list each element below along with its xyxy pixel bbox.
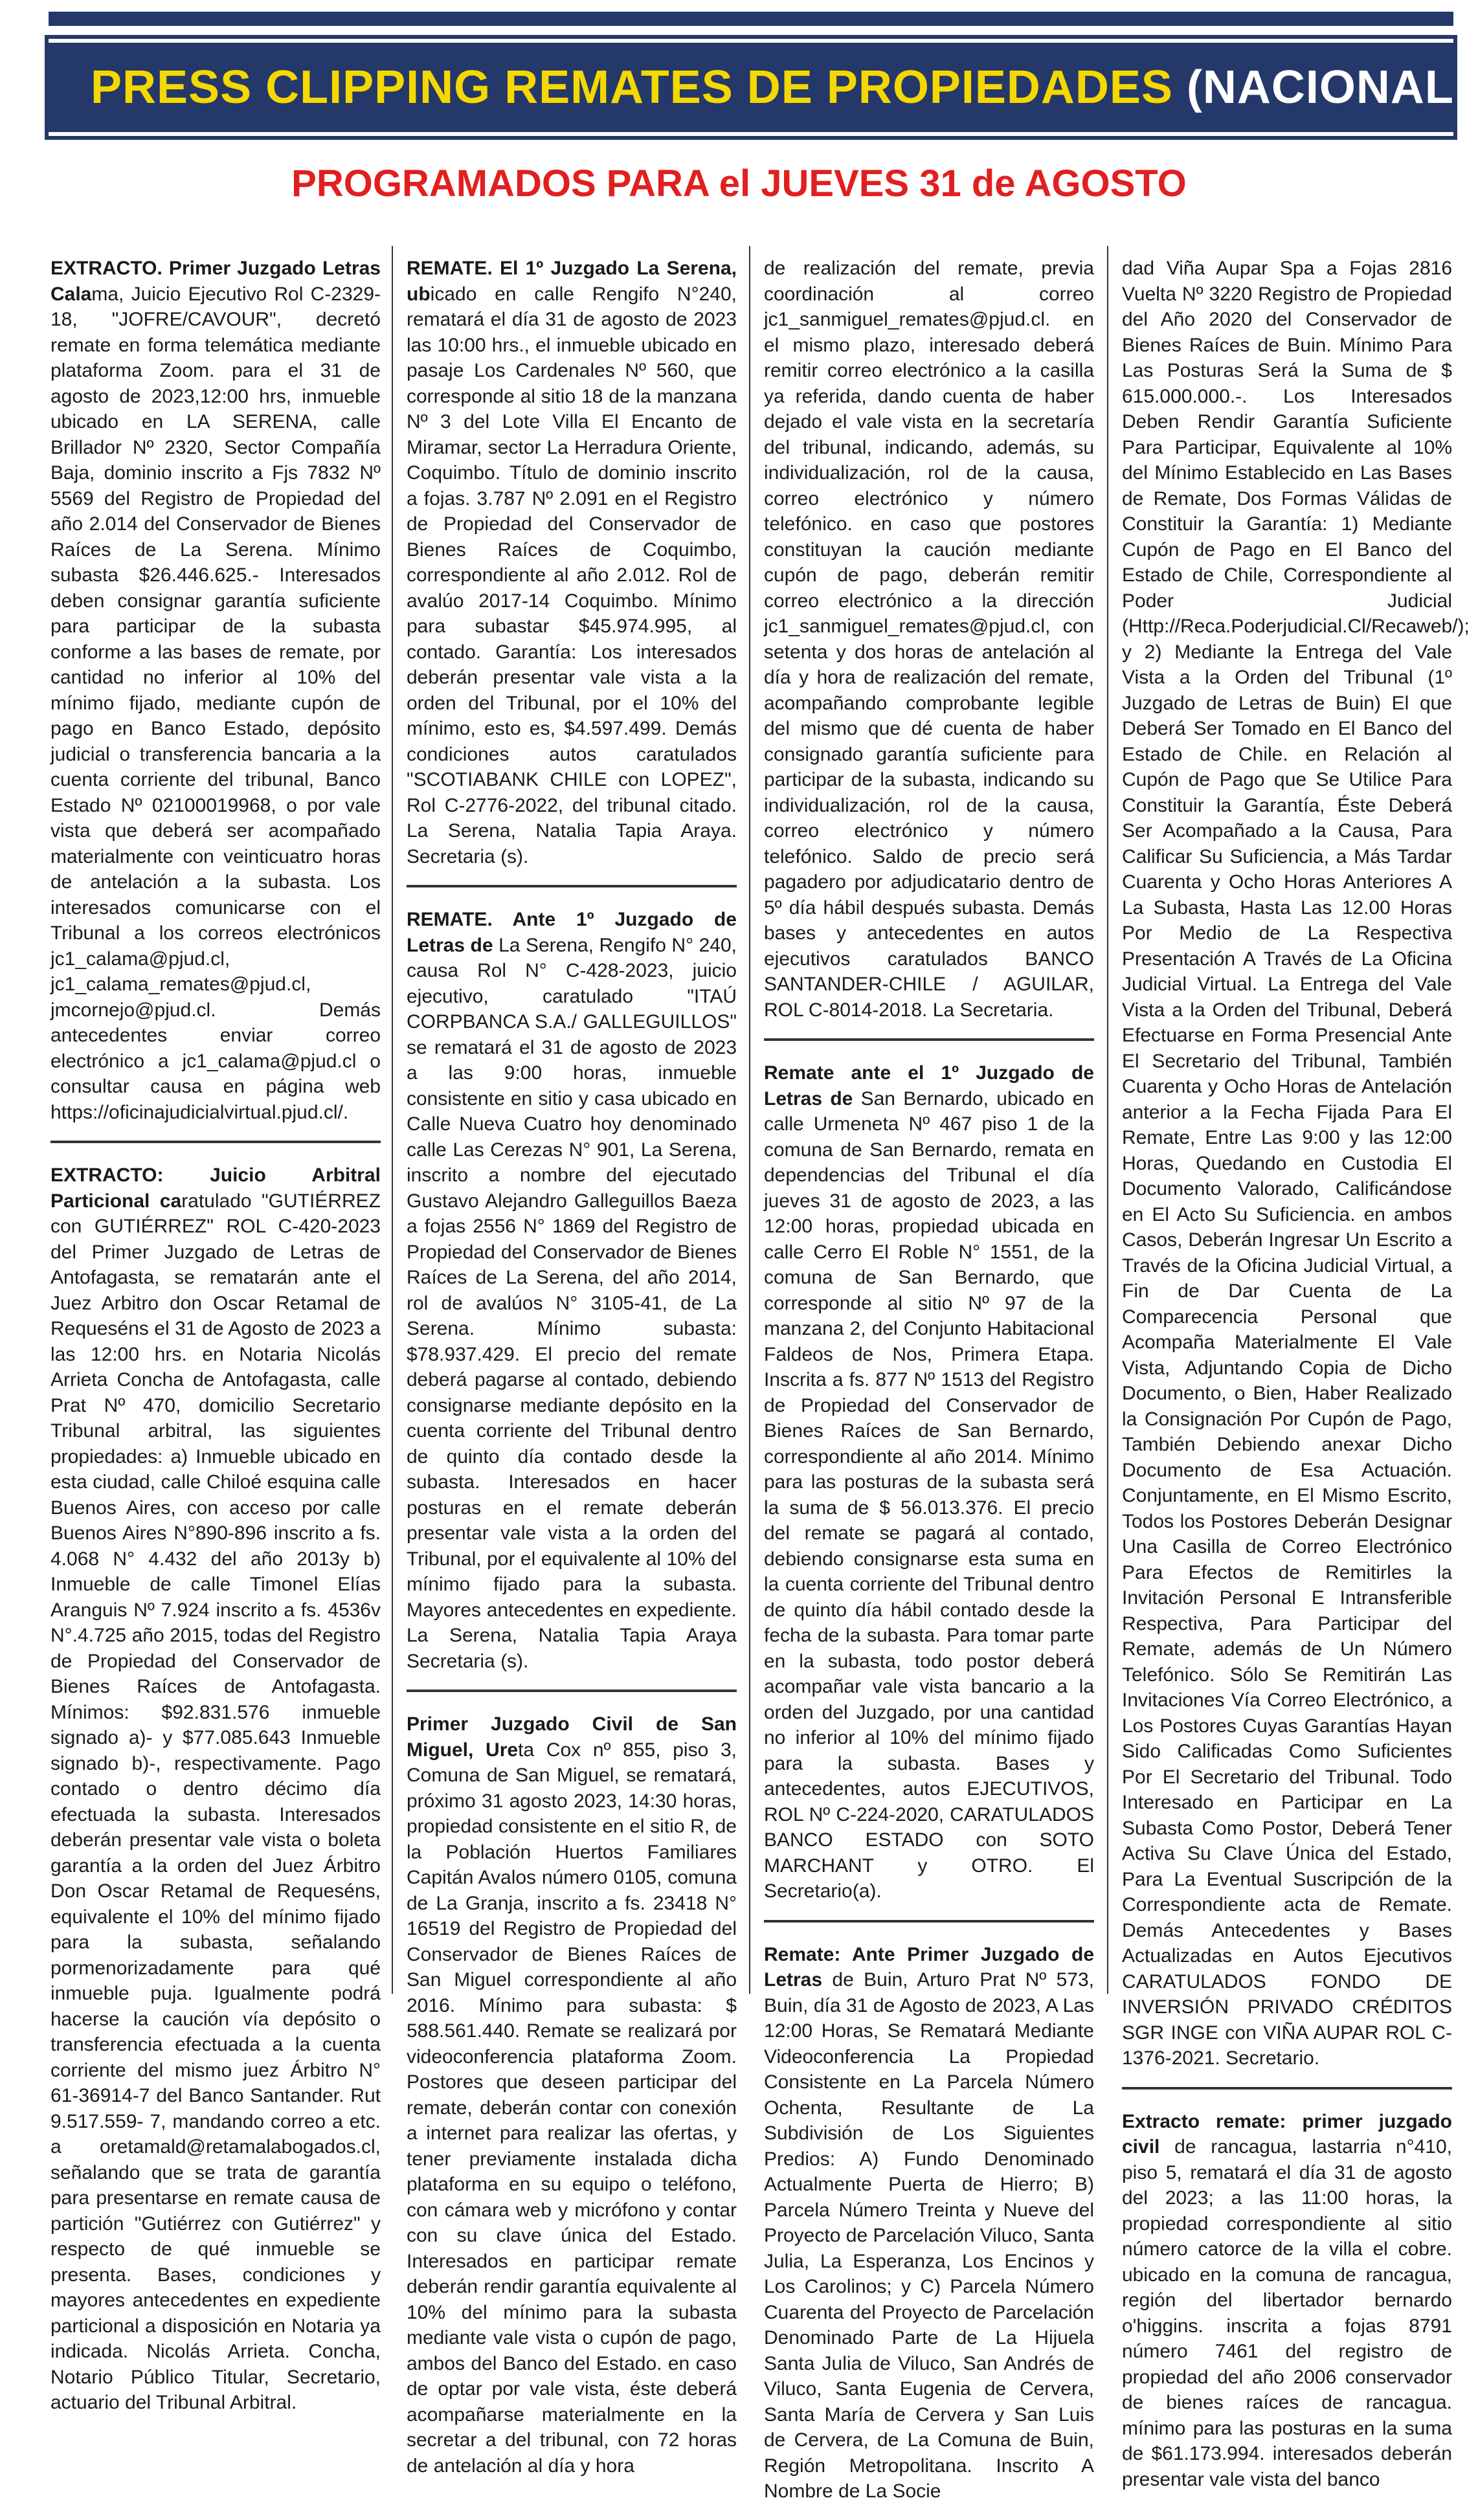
page-title <box>91 61 1454 114</box>
notice-lead: EXTRACTO: Juicio Arbitral Particional ca <box>50 1165 381 1212</box>
column-4 <box>1122 256 1470 2490</box>
notice-lead: Remate ante el 1º Juzgado de Letras de <box>764 1062 1094 1109</box>
notice-text <box>764 1060 1094 1904</box>
column-2 <box>407 256 737 2477</box>
notice <box>1122 256 1470 2090</box>
column-rule <box>392 246 393 1994</box>
notice <box>407 907 737 1692</box>
notice-lead: REMATE. Ante 1º Juzgado de Letras de <box>407 909 737 956</box>
notice <box>407 1712 737 2494</box>
notice-body: San Bernardo, ubicado en calle Urmeneta Nº 467 piso 1 de la comuna de San Bernardo, remata en dependencias del Tribunal el día jueves 31 de agosto de 2023, a las 12:00 horas, propiedad ubicada en calle Cerro El Roble N° 1551, de la comuna de San Bernardo, que corresponde al sitio Nº 97 de la manzana 2, del Conjunto Habitacional Faldeos de Nos, Primera Etapa. Inscrita a fs. 877 Nº 1513 del Registro de Propiedad del Conservador de Bienes Raíces de San Bernardo, correspondiente al año 2014. Mínimo para las posturas de la subasta será la suma de $ 56.013.376. El precio del remate se pagará al contado, debiendo consignarse esta suma en la cuenta corriente del Tribunal dentro de quinto día hábil contado desde la fecha de la subasta. Para tomar parte en la subasta, todo postor deberá acompañar vale vista bancario a la orden del Juzgado, por una cantidad no inferior al 10% del mínimo fijado para la subasta. Bases y antecedentes, autos EJECUTIVOS, ROL Nº C-224-2020, CARATULADOS BANCO ESTADO con SOTO MARCHANT y OTRO. El Secretario(a). <box>764 1087 1094 1902</box>
notice-text <box>764 1942 1094 2504</box>
notice <box>407 256 737 887</box>
notice-body: dad Viña Aupar Spa a Fojas 2816 Vuelta Nº 3220 Registro de Propiedad del Año 2020 del Conservador de Bienes Raíces de Buin. Mínimo Para Las Posturas Será la Suma de $ 615.000.000.-. Los Interesados Deben Rendir Garantía Suficiente Para Participar, Equivalente al 10% del Mínimo Establecido en Las Bases de Remate, Dos Formas Válidas de Constituir la Garantía: 1) Mediante Cupón de Pago en El Banco del Estado de Chile, Correspondiente al Poder Judicial (Http://Reca.Poderjudicial.Cl/Recaweb/); y 2) Mediante la Entrega del Vale Vista a la Orden del Tribunal (1º Juzgado de Letras de Buin) El que Deberá Ser Tomado en El Banco del Estado de Chile. en Relación al Cupón de Pago que Se Utilice Para Constituir la Garantía, Éste Deberá Ser Acompañado a la Causa, Para Calificar Su Suficiencia, a Más Tardar Cuarenta y Ocho Horas Anteriores A La Subasta, Hasta Las 12.00 Horas Por Medio de La Respectiva Presentación A Través de La Oficina Judicial Virtual. La Entrega del Vale Vista a la Orden del Tribunal, Deberá Efectuarse en Forma Presencial Ante El Secretario del Tribunal, También Cuarenta y Ocho Horas de Antelación anterior a la Fecha Fijada Para El Remate, Entre Las 9:00 y las 12:00 Horas, Quedando en Custodia El Documento Valorado, Calificándose en El Acto Su Suficiencia. en ambos Casos, Deberán Ingresar Un Escrito a Través de la Oficina Judicial Virtual, a Fin de Dar Cuenta de La Comparecencia Personal que Acompaña Materialmente El Vale Vista, Adjuntando Copia de Dicho Documento, o Bien, Haber Realizado la Consignación Por Cupón de Pago, También Debiendo anexar Dicho Documento de Esa Actuación. Conjuntamente, en El Mismo Escrito, Todos los Postores Deberán Designar Una Casilla de Correo Electrónico Para Efectos de Remitirles la Invitación Personal E Intransferible Respectiva, Para Participar del Remate, además de Un Número Telefónico. Sólo Se Remitirán Las Invitaciones Vía Correo Electrónico, a Los Postores Cuyas Garantías Hayan Sido Calificadas Como Suficientes Por El Secretario del Tribunal. Todo Interesado en Participar en La Subasta Como Postor, Deberá Tener Activa Su Clave Única del Estado, Para La Eventual Suscripción de la Correspondiente acta de Remate. Demás Antecedentes y Bases Actualizadas en Autos Ejecutivos CARATULADOS FONDO DE INVERSIÓN PRIVADO CRÉDITOS SGR INGE con VIÑA AUPAR ROL C-1376-2021. Secretario. <box>1122 258 1470 2069</box>
notice-lead: Remate: Ante Primer Juzgado de Letras <box>764 1943 1094 1990</box>
column-3 <box>764 256 1094 2502</box>
notice-text <box>1122 256 1470 2071</box>
column-1 <box>50 256 381 2413</box>
notice-lead: Extracto remate: primer juzgado civil <box>1122 2110 1452 2158</box>
notice <box>1122 2109 1452 2508</box>
header-banner <box>49 39 1453 136</box>
notice-text <box>407 907 737 1674</box>
notice-lead: REMATE. El 1º Juzgado La Serena, ub <box>407 258 737 305</box>
notice-text <box>407 1712 737 2479</box>
notice <box>50 1163 381 2431</box>
notice-lead: EXTRACTO. Primer Juzgado Letras Cala <box>50 258 381 305</box>
notice-text <box>1122 2109 1452 2493</box>
notice-body: de realización del remate, previa coordinación al correo jc1_sanmiguel_remates@pjud.cl. en el mismo plazo, interesado deberá remitir correo electrónico a la casilla ya referida, dando cuenta de haber dejado el vale vista en la secretaría del tribunal, indicando, además, su individualización, rol de la causa, correo electrónico y número telefónico. en caso que postores constituyan la caución mediante cupón de pago, deberán remitir correo electrónico a la dirección jc1_sanmiguel_remates@pjud.cl, con setenta y dos horas de antelación al día y hora de realización del remate, acompañando comprobante legible del mismo que dé cuenta de haber consignado garantía suficiente para participar de la subasta, indicando su individualización, rol de la causa, correo electrónico y número telefónico. Saldo de precio será pagadero por adjudicatario dentro de 5º día hábil después subasta. Demás bases y antecedentes en autos ejecutivos caratulados BANCO SANTANDER-CHILE / AGUILAR, ROL C-8014-2018. La Secretaria. <box>764 258 1094 1021</box>
title-suffix: (NACIONAL <box>1172 61 1454 113</box>
notice-body: ta Cox nº 855, piso 3, Comuna de San Miguel, se rematará, próximo 31 agosto 2023, 14:30 horas, propiedad consistente en el sitio R, de la Población Huertos Familiares Capitán Avalos número 0105, comuna de La Granja, inscrito a fs. 23418 N° 16519 del Registro de Propiedad del Conservador de Bienes Raíces de San Miguel correspondiente al año 2016. Mínimo para subasta: $ 588.561.440. Remate se realizará por videoconferencia plataforma Zoom. Postores que deseen participar del remate, deberán contar con conexión a internet para realizar las ofertas, y tener previamente instalada dicha plataforma en su equipo o teléfono, con cámara web y micrófono y contar con su clave única del Estado. Interesados en participar remate deberán rendir garantía equivalente al 10% del mínimo para la subasta mediante vale vista o cupón de pago, ambos del Banco del Estado. en caso de optar por vale vista, éste deberá acompañarse materialmente en la secretar a del tribunal, con 72 horas de antelación al día y hora <box>407 1739 737 2477</box>
notice-text <box>407 256 737 869</box>
notice <box>764 1942 1094 2520</box>
notice-body: de rancagua, lastarria n°410, piso 5, rematará el día 31 de agosto del 2023; a las 11:00 horas, la propiedad correspondiente al sitio número catorce de la villa el cobre. ubicado en la comuna de rancagua, región del libertador bernardo o'higgins. inscrita a fojas 8791 número 7461 del registro de propiedad del año 2006 conservador de bienes raíces de rancagua. mínimo para las posturas en la suma de $61.173.994. interesados deberán presentar vale vista del banco <box>1122 2136 1452 2490</box>
notice-body: La Serena, Rengifo N° 240, causa Rol N° C-428-2023, juicio ejecutivo, caratulado "ITAÚ CORPBANCA S.A./ GALLEGUILLOS" se rematará el 31 de agosto de 2023 a las 9:00 horas, inmueble consistente en sitio y casa ubicado en Calle Nueva Cuatro hoy denominado calle Las Cerezas N° 901, La Serena, inscrito a nombre del ejecutado Gustavo Alejandro Galleguillos Baeza a fojas 2556 N° 1869 del Registro de Propiedad del Conservador de Bienes Raíces de La Serena, del año 2014, rol de avalúos N° 3105-41, de La Serena. Mínimo subasta: $78.937.429. El precio del remate deberá pagarse al contado, debiendo consignarse mediante depósito en la cuenta corriente del Tribunal dentro de quinto día contado desde la subasta. Interesados en hacer posturas en el remate deberán presentar vale vista a la orden del Tribunal, por el equivalente al 10% del mínimo fijado para la subasta. Mayores antecedentes en expediente. La Serena, Natalia Tapia Araya Secretaria (s). <box>407 934 737 1672</box>
notice-text <box>50 256 381 1125</box>
notice <box>50 256 381 1143</box>
notice-text <box>764 256 1094 1023</box>
notice <box>764 1060 1094 1923</box>
page-subtitle: PROGRAMADOS PARA el JUEVES 31 de AGOSTO <box>291 162 1187 205</box>
notice <box>764 256 1094 1041</box>
notice-body: ratulado "GUTIÉRREZ con GUTIÉRREZ" ROL C-420-2023 del Primer Juzgado de Letras de Antofagasta, se rematarán ante el Juez Arbitro don Oscar Retamal de Requeséns el 31 de Agosto de 2023 a las 12:00 hrs. en Notaria Nicolás Arrieta Concha de Antofagasta, calle Prat Nº 470, domicilio Secretario Tribunal arbitral, las siguientes propiedades: a) Inmueble ubicado en esta ciudad, calle Chiloé esquina calle Buenos Aires, con acceso por calle Buenos Aires N°890-896 inscrito a fs. 4.068 N° 4.432 del año 2013y b) Inmueble de calle Timonel Elías Aranguis Nº 7.924 inscrito a fs. 4536v N°.4.725 año 2015, todas del Registro de Propiedad del Conservador de Bienes Raíces de Antofagasta. Mínimos: $92.831.576 inmueble signado a)- y $77.085.643 Inmueble signado b)-, respectivamente. Pago contado o dentro décimo día efectuada la subasta. Interesados deberán presentar vale vista o boleta garantía a la orden del Juez Árbitro Don Oscar Retamal de Requeséns, equivalente el 10% del mínimo fijado para la subasta, señalando pormenorizadamente para qué inmueble puja. Igualmente podrá hacerse la caución vía depósito o transferencia efectuada a la cuenta corriente del mismo juez Árbitro N° 61-36914-7 del Banco Santander. Rut 9.517.559- 7, mandando correo a etc. a oretamald@retamalabogados.cl, señalando que se trata de garantía para presentarse en remate causa de partición "Gutiérrez con Gutiérrez" y respecto de qué inmueble se presenta. Bases, condiciones y mayores antecedentes en expediente particional a disposición en Notaria ya indicada. Nicolás Arrieta. Concha, Notario Público Titular, Secretario, actuario del Tribunal Arbitral. <box>50 1190 381 2413</box>
notice-body: de Buin, Arturo Prat Nº 573, Buin, día 31 de Agosto de 2023, A Las 12:00 Horas, Se Rematará Mediante Videoconferencia La Propiedad Consistente en La Parcela Número Ochenta, Resultante de La Subdivisión de Los Siguientes Predios: A) Fundo Denominado Actualmente Puerta de Hierro; B) Parcela Número Treinta y Nueve del Proyecto de Parcelación Viluco, Santa Julia, La Esperanza, Los Encinos y Los Carolinos; y C) Parcela Número Cuarenta del Proyecto de Parcelación Denominado Parte de La Hijuela Santa Julia de Viluco, San Andrés de Viluco, Santa Eugenia de Cervera, Santa María de Cervera y San Luis de Cervera, de La Comuna de Buin, Región Metropolitana. Inscrito A Nombre de La Socie <box>764 1969 1094 2502</box>
notice-body: ma, Juicio Ejecutivo Rol C-2329-18, "JOFRE/CAVOUR", decretó remate en forma telemática mediante plataforma Zoom. para el 31 de agosto de 2023,12:00 hrs, inmueble ubicado en LA SERENA, calle Brillador Nº 2320, Sector Compañía Baja, dominio inscrito a Fjs 7832 Nº 5569 del Registro de Propiedad del año 2.014 del Conservador de Bienes Raíces de La Serena. Mínimo subasta $26.446.625.- Interesados deben consignar garantía suficiente para participar de la subasta conforme a las bases de remate, por cantidad no inferior al 10% del mínimo fijado, mediante cupón de pago en Banco Estado, depósito judicial o transferencia bancaria a la cuenta corriente del tribunal, Banco Estado Nº 02100019968, o por vale vista que deberá ser acompañado materialmente con veinticuatro horas de antelación a la subasta. Los interesados comunicarse con el Tribunal a los correos electrónicos jc1_calama@pjud.cl, jc1_calama_remates@pjud.cl, jmcornejo@pjud.cl. Demás antecedentes enviar correo electrónico a jc1_calama@pjud.cl o consultar causa en página web https://oficinajudicialvirtual.pjud.cl/. <box>50 283 381 1123</box>
column-rule <box>749 246 750 1994</box>
notice-lead: Primer Juzgado Civil de San Miguel, Ure <box>407 1713 737 1761</box>
title-main: PRESS CLIPPING REMATES DE PROPIEDADES <box>91 61 1173 113</box>
notice-body: icado en calle Rengifo N°240, rematará el día 31 de agosto de 2023 las 10:00 hrs., el inmueble ubicado en pasaje Los Cardenales Nº 560, que corresponde al sitio 18 de la manzana Nº 3 del Lote Villa El Encanto de Miramar, sector La Herradura Oriente, Coquimbo. Título de dominio inscrito a fojas. 3.787 Nº 2.091 en el Registro de Propiedad del Conservador de Bienes Raíces de Coquimbo, correspondiente al año 2.012. Rol de avalúo 2017-14 Coquimbo. Mínimo para subastar $45.974.995, al contado. Garantía: Los interesados deberán presentar vale vista a la orden del Tribunal, por el 10% del mínimo, esto es, $4.597.499. Demás condiciones autos caratulados "SCOTIABANK CHILE con LOPEZ", Rol C-2776-2022, del tribunal citado. La Serena, Natalia Tapia Araya. Secretaria (s). <box>407 283 737 867</box>
notice-text <box>50 1163 381 2416</box>
column-rule <box>1107 246 1108 1994</box>
top-rule <box>49 12 1453 26</box>
